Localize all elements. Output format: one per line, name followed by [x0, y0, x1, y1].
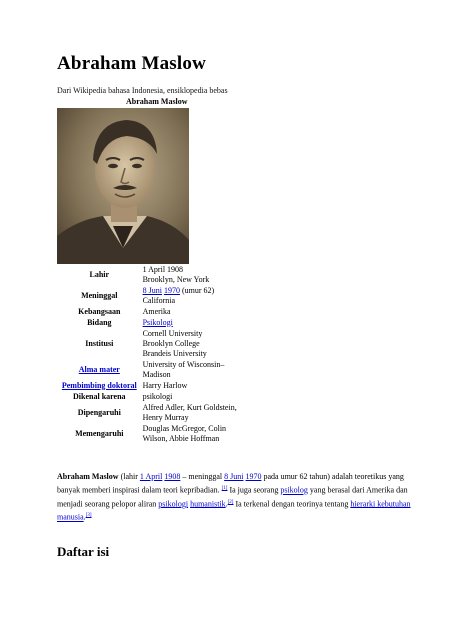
infobox-row: [57, 285, 267, 306]
infobox-label: Meninggal: [81, 290, 118, 300]
infobox-value-line: Harry Harlow: [142, 380, 188, 390]
infobox-value-line: Brooklyn, New York: [142, 274, 210, 284]
infobox-value-line: California: [142, 295, 176, 305]
infobox-row: [57, 391, 267, 402]
article-intro: Abraham Maslow (lahir 1 April 1908 – meninggal 8 Juni 1970 pada umur 62 tahun) adalah teoretikus yang banyak memberi inspirasi dalam teori kepribadian. [1] Ia juga seorang psikolog yang berasal dari Amerika dan menjadi seorang pelopor aliran psikologi humanistik.[2] Ia terkenal dengan teorinya tentang hierarki kebutuhan manusia.[3]: [57, 472, 411, 522]
infobox-label[interactable]: Alma mater: [78, 364, 120, 374]
infobox-value-line: psikologi: [142, 391, 173, 401]
infobox-row: [57, 306, 267, 317]
infobox-label[interactable]: Pembimbing doktoral: [61, 380, 137, 390]
infobox-row: [57, 380, 267, 391]
link-death-year[interactable]: 1970: [245, 472, 262, 481]
infobox-value: [142, 329, 267, 359]
infobox-value-line: Cornell University: [142, 328, 203, 338]
infobox-row: [57, 328, 267, 359]
infobox-value-line: 8 Juni 1970 (umur 62): [142, 285, 215, 295]
link-psikologi[interactable]: psikologi: [158, 499, 189, 509]
infobox-value-line[interactable]: Psikologi: [142, 317, 173, 327]
infobox-value-line: Amerika: [142, 306, 171, 316]
infobox-value-line: Wilson, Abbie Hoffman: [142, 433, 220, 443]
infobox-row: [57, 317, 267, 328]
infobox-value: [142, 265, 267, 285]
infobox-row: [57, 264, 267, 285]
subject-name: Abraham Maslow: [57, 472, 119, 481]
infobox-label: Institusi: [85, 338, 114, 348]
ref-1[interactable]: [1]: [221, 486, 228, 491]
infobox-value: [142, 381, 267, 391]
portrait-image: [57, 108, 189, 264]
infobox-row: [57, 359, 267, 380]
link-humanistik[interactable]: humanistik: [190, 499, 226, 509]
portrait-photo[interactable]: [57, 108, 189, 264]
infobox-value: [142, 424, 267, 444]
infobox-label: Dikenal karena: [73, 391, 126, 401]
link-birth-year[interactable]: 1908: [164, 472, 181, 481]
infobox-label: Memengaruhi: [75, 428, 124, 438]
infobox-value-line: 1 April 1908: [142, 264, 184, 274]
infobox-label: Bidang: [87, 317, 112, 327]
ref-2[interactable]: [2]: [227, 499, 234, 505]
infobox-table: [57, 264, 267, 444]
page-title: Abraham Maslow: [57, 53, 206, 74]
infobox-value: [142, 403, 267, 423]
infobox-row: [57, 402, 267, 423]
link-death-day-infobox[interactable]: 8 Juni: [142, 285, 162, 295]
page-subtitle: Dari Wikipedia bahasa Indonesia, ensiklopedia bebas: [57, 86, 228, 95]
infobox-value: [142, 286, 267, 306]
link-death-day[interactable]: 8 Juni: [224, 472, 244, 481]
toc-heading: Daftar isi: [57, 544, 110, 559]
infobox-label: Kebangsaan: [78, 306, 121, 316]
infobox-label: Dipengaruhi: [77, 407, 121, 417]
link-manusia[interactable]: manusia: [57, 512, 84, 522]
link-death-year-infobox[interactable]: 1970: [163, 285, 180, 295]
infobox-value: [142, 360, 267, 380]
link-hierarki-kebutuhan[interactable]: hierarki kebutuhan: [350, 499, 411, 509]
infobox-value-line: University of Wisconsin–: [142, 359, 225, 369]
infobox-value: [142, 392, 267, 402]
infobox-value: [142, 307, 267, 317]
ref-3[interactable]: [3]: [85, 513, 92, 519]
infobox-label: Lahir: [89, 269, 110, 279]
infobox-value-line: Madison: [142, 369, 171, 379]
infobox-caption: Abraham Maslow: [126, 97, 188, 106]
infobox-value-line: Alfred Adler, Kurt Goldstein,: [142, 402, 237, 412]
infobox-value: [142, 318, 267, 328]
infobox-value-line: Henry Murray: [142, 412, 189, 422]
infobox-value-line: Douglas McGregor, Colin: [142, 423, 227, 433]
infobox-row: [57, 423, 267, 444]
infobox-value-line: Brandeis University: [142, 348, 207, 358]
link-psikolog[interactable]: psikolog: [280, 485, 308, 495]
link-birth-day[interactable]: 1 April: [139, 472, 163, 481]
infobox-value-line: Brooklyn College: [142, 338, 200, 348]
